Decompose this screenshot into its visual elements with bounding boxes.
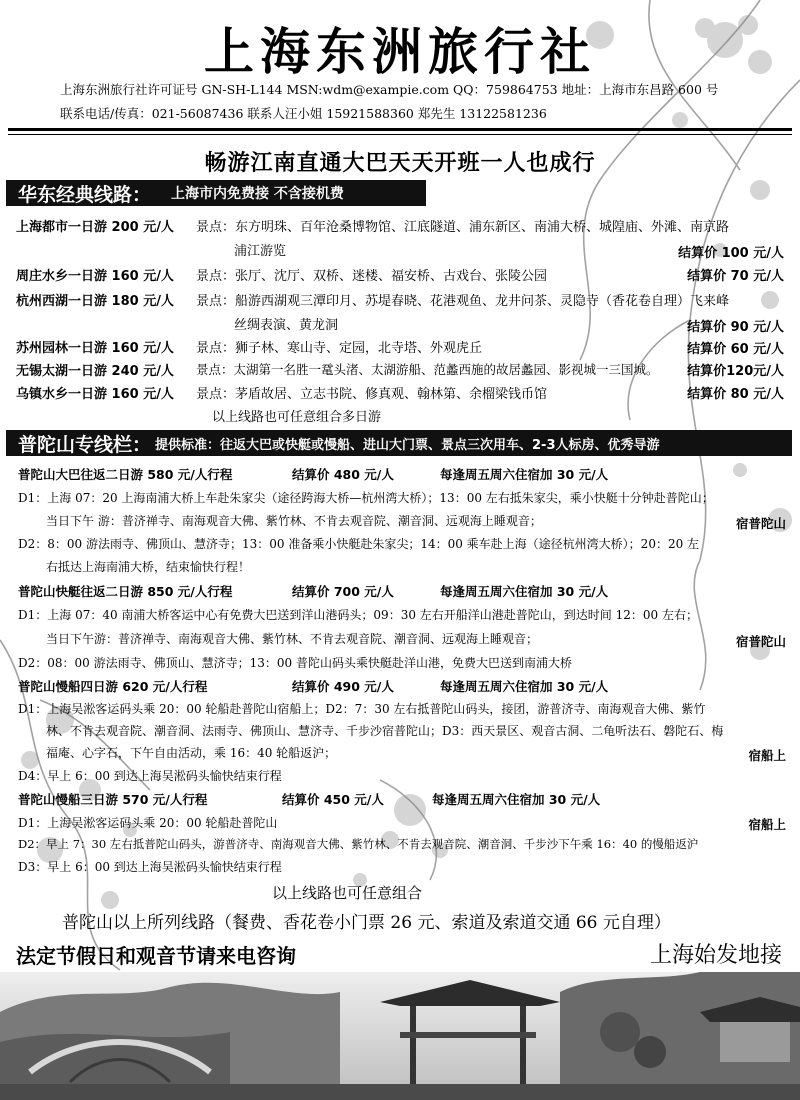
east-china-title: 华东经典线路： <box>18 183 152 206</box>
route-stay: 宿普陀山 <box>735 516 786 531</box>
route-extra-fee: 每逢周五周六住宿加 30 元/人 <box>432 792 601 807</box>
putuo-note: 以上线路也可任意组合 <box>272 884 423 902</box>
route-spots-cont: 浦江游览 <box>234 244 287 259</box>
route-name: 普陀山快艇往返二日游 850 元/人行程 <box>18 584 233 599</box>
route-name: 周庄水乡一日游 160 元/人 <box>16 269 174 284</box>
itinerary-line: 当日下午游：普济禅寺、南海观音大佛、紫竹林、不肯去观音院、潮音洞、远观海上睡观音； <box>46 632 539 646</box>
route-spots: 景点：张厅、沈厅、双桥、迷楼、福安桥、古戏台、张陵公园 <box>196 269 548 284</box>
route-settle-price: 结算价 480 元/人 <box>292 467 394 482</box>
putuo-subtitle: 提供标准：往返大巴或快艇或慢船、进山大门票、景点三次用车、2-3人标房、优秀导游 <box>155 437 660 453</box>
route-settle-price: 结算价 100 元/人 <box>678 246 784 261</box>
route-stay: 宿普陀山 <box>735 634 786 649</box>
header-divider-thin <box>8 134 792 135</box>
header-divider <box>8 128 792 131</box>
itinerary-line: D1：上海吴淞客运码头乘 20：00 轮船赴普陀山宿船上；D2：7：30 左右抵普陀山码头，接团，游普济寺、南海观音大佛、紫竹 <box>18 702 706 716</box>
contact-info: 联系电话/传真：021-56087436 联系人汪小姐 15921588360 郑先生 13122581236 <box>60 106 547 121</box>
itinerary-line: D2：早上 7：30 左右抵普陀山码头，游普济寺、南海观音大佛、紫竹林、不肯去观音院、潮音洞、千步沙下午乘 16：40 的慢船返沪 <box>18 837 699 851</box>
itinerary-line: 右抵达上海南浦大桥，结束愉快行程！ <box>46 560 251 574</box>
east-china-note: 以上线路也可任意组合多日游 <box>212 410 382 425</box>
route-spots: 景点：船游西湖观三潭印月、苏堤春晓、花港观鱼、龙井问茶、灵隐寺（香花卷自理）飞来峰 <box>196 294 730 309</box>
route-settle-price: 结算价 90 元/人 <box>687 320 784 335</box>
route-name: 乌镇水乡一日游 160 元/人 <box>16 387 174 402</box>
route-spots-cont: 丝绸表演、黄龙洞 <box>234 318 339 333</box>
route-extra-fee: 每逢周五周六住宿加 30 元/人 <box>440 679 609 694</box>
putuo-fee-note: 普陀山以上所列线路（餐费、香花卷小门票 26 元、索道及索道交通 66 元自理） <box>62 913 671 933</box>
route-name: 普陀山大巴往返二日游 580 元/人行程 <box>18 467 233 482</box>
banner-slogan: 畅游江南直通大巴天天开班一人也成行 <box>204 151 596 176</box>
route-settle-price: 结算价 80 元/人 <box>687 387 784 402</box>
itinerary-line: D2：08：00 游法雨寺、佛顶山、慧济寺；13：00 普陀山码头乘快艇赴洋山港，免费大巴送到南浦大桥 <box>18 656 572 670</box>
route-name: 普陀山慢船四日游 620 元/人行程 <box>18 679 208 694</box>
itinerary-line: 当日下午 游：普济禅寺、南海观音大佛、紫竹林、不肯去观音院、潮音洞、远观海上睡观音； <box>46 514 542 528</box>
route-name: 无锡太湖一日游 240 元/人 <box>16 364 174 379</box>
route-name: 杭州西湖一日游 180 元/人 <box>16 294 174 309</box>
itinerary-line: 福庵、心字石，下午自由活动，乘 16：40 轮船返沪； <box>46 746 337 760</box>
putuo-title: 普陀山专线栏： <box>18 433 152 456</box>
route-spots: 景点：狮子林、寒山寺、定园，北寺塔、外观虎丘 <box>196 341 483 356</box>
garden-pavilion-photo <box>0 972 800 1100</box>
itinerary-line: 林、不肯去观音院、潮音洞、法雨寺、佛顶山、慧济寺、千步沙宿普陀山；D3：西天景区、观音古洞、二龟听法石、磐陀石、梅 <box>46 724 724 738</box>
route-stay: 宿船上 <box>748 817 786 832</box>
holiday-consult-note: 法定节假日和观音节请来电咨询 <box>16 944 296 968</box>
route-settle-price: 结算价 490 元/人 <box>292 679 394 694</box>
route-settle-price: 结算价 700 元/人 <box>292 584 394 599</box>
route-extra-fee: 每逢周五周六住宿加 30 元/人 <box>440 467 609 482</box>
itinerary-line: D4：早上 6：00 到达上海吴淞码头愉快结束行程 <box>18 769 282 783</box>
itinerary-line: D2：8：00 游法雨寺、佛顶山、慧济寺；13：00 准备乘小快艇赴朱家尖；14：00 乘车赴上海（途径杭州湾大桥）；20：20 左 <box>18 537 700 551</box>
route-spots: 景点：茅盾故居、立志书院、修真观、翰林第、余榴梁钱币馆 <box>196 387 548 402</box>
itinerary-line: D1：上海吴淞客运码头乘 20：00 轮船赴普陀山 <box>18 816 278 830</box>
route-extra-fee: 每逢周五周六住宿加 30 元/人 <box>440 584 609 599</box>
itinerary-line: D1：上海 07：40 南浦大桥客运中心有免费大巴送到洋山港码头；09：30 左右开船洋山港赴普陀山，到达时间 12：00 左右； <box>18 608 698 622</box>
route-stay: 宿船上 <box>748 748 786 763</box>
itinerary-line: D3：早上 6：00 到达上海吴淞码头愉快结束行程 <box>18 860 282 874</box>
itinerary-line: D1：上海 07：20 上海南浦大桥上车赴朱家尖（途径跨海大桥—杭州湾大桥）；13：00 左右抵朱家尖，乘小快艇十分钟赴普陀山； <box>18 491 714 505</box>
route-settle-price: 结算价 60 元/人 <box>687 342 784 357</box>
east-china-section-header <box>6 180 426 206</box>
route-name: 上海都市一日游 200 元/人 <box>16 220 174 235</box>
route-spots: 景点：太湖第一名胜一鼋头渚、太湖游船、范蠡西施的故居蠡园、影视城一三国城。 <box>196 362 659 377</box>
east-china-subtitle: 上海市内免费接 不含接机费 <box>171 186 344 202</box>
route-spots: 景点：东方明珠、百年沧桑博物馆、江底隧道、浦东新区、南浦大桥、城隍庙、外滩、南京路 <box>196 220 730 235</box>
agency-title: 上海东洲旅行社 <box>204 23 596 81</box>
route-settle-price: 结算价 70 元/人 <box>687 269 784 284</box>
license-info: 上海东洲旅行社许可证号 GN-SH-L144 MSN:wdm@exampie.com QQ：759864753 地址：上海市东昌路 600 号 <box>60 82 719 97</box>
putuo-section-header <box>6 430 792 456</box>
route-settle-price: 结算价 450 元/人 <box>282 792 384 807</box>
origin-note: 上海始发地接 <box>649 943 782 968</box>
route-name: 普陀山慢船三日游 570 元/人行程 <box>18 792 208 807</box>
route-settle-price: 结算价120元/人 <box>687 364 784 379</box>
route-name: 苏州园林一日游 160 元/人 <box>16 341 174 356</box>
